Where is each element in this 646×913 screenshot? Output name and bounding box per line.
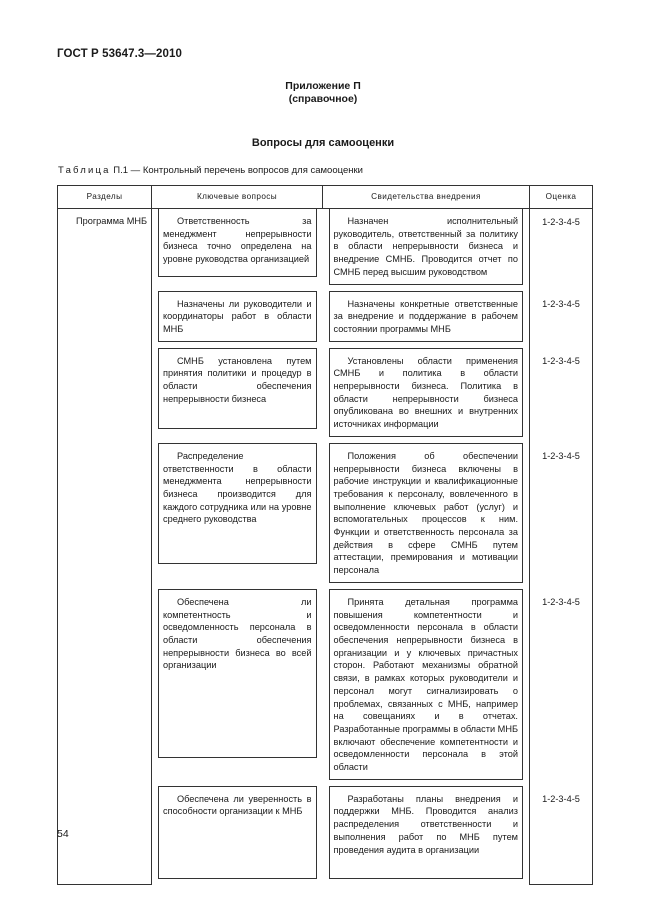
table-caption (58, 165, 363, 176)
question-text: Обеспечена ли компетентность и осведомленность персонала в области обеспечения непрерывности бизнеса во всей организации (158, 589, 317, 758)
evidence-text: Положения об обеспечении непрерывности бизнеса включены в рабочие инструкции и квалификационные требования к персоналу, вовлеченного в выполнение ключевых работ (услуг) и вспомогательных процессов к ним. Функции и ответственность персонала за действия в сфере СМНБ путем аттестации, премирования и мотивации персонала (329, 443, 524, 583)
score-cell: 1-2-3-4-5 (530, 342, 593, 437)
evidence-cell (323, 583, 530, 780)
table-caption-text: П.1 — Контрольный перечень вопросов для самооценки (113, 165, 363, 176)
table-header-row (58, 186, 593, 209)
evidence-text: Назначены конкретные ответственные за внедрение и поддержание в рабочем состоянии программы МНБ (329, 291, 524, 342)
appendix-subtitle: (справочное) (288, 93, 358, 105)
question-text: Распределение ответственности в области менеджмента непрерывности бизнеса производится для каждого сотрудника или на уровне среднего руководства (158, 443, 317, 564)
evidence-cell (323, 437, 530, 583)
question-text: СМНБ установлена путем принятия политики и процедур в области обеспечения непрерывности бизнеса (158, 348, 317, 429)
evidence-cell (323, 285, 530, 342)
question-cell (152, 342, 323, 437)
section-cell (58, 209, 152, 885)
page-number: 54 (57, 828, 69, 840)
column-header-evidence: Свидетельства внедрения (323, 186, 530, 209)
appendix-heading (0, 80, 646, 106)
score-cell: 1-2-3-4-5 (530, 583, 593, 780)
evidence-text: Разработаны планы внедрения и поддержки МНБ. Проводится анализ распределения ответственности и выполнения работ по МНБ путем проведения аудита в организации (329, 786, 524, 879)
evidence-text: Принята детальная программа повышения компетентности и осведомленности персонала в области обеспечения непрерывности бизнеса в организации и у ключевых причастных сторон. Работают механизмы обратной связи, в рамках которых руководители и персонал могут сигнализировать о проблемах, связанных с МНБ, например на совещаниях и в отчетах. Разработанные программы в области МНБ включают обеспечение компетентности и осведомленности персонала в этой области (329, 589, 524, 780)
evidence-cell (323, 780, 530, 885)
question-text: Назначены ли руководители и координаторы работ в области МНБ (158, 291, 317, 342)
section-title: Вопросы для самооценки (251, 137, 395, 149)
evidence-text: Установлены области применения СМНБ и политика в области непрерывности бизнеса. Политика в области непрерывности бизнеса опубликована во внешних и внутренних источниках информации (329, 348, 524, 437)
question-text: Ответственность за менеджмент непрерывности бизнеса точно определена на уровне руководства организацией (158, 209, 317, 277)
question-text: Обеспечена ли уверенность в способности организации к МНБ (158, 786, 317, 879)
table-row (58, 209, 593, 285)
question-cell (152, 209, 323, 285)
column-header-sections: Разделы (58, 186, 152, 209)
evidence-cell (323, 342, 530, 437)
question-cell (152, 780, 323, 885)
score-cell: 1-2-3-4-5 (530, 209, 593, 285)
question-cell (152, 437, 323, 583)
evidence-cell (323, 209, 530, 285)
table-caption-prefix: Таблица (58, 165, 111, 176)
column-header-score: Оценка (530, 186, 593, 209)
standard-code: ГОСТ Р 53647.3—2010 (57, 48, 182, 60)
question-cell (152, 583, 323, 780)
evidence-text: Назначен исполнительный руководитель, ответственный за политику в области непрерывности бизнеса и внедрение СМНБ. Проводится отчет по СМНБ перед высшим руководством (329, 209, 524, 285)
self-assessment-table (57, 185, 593, 885)
score-cell: 1-2-3-4-5 (530, 780, 593, 885)
section-label: Программа МНБ (76, 216, 148, 226)
score-cell: 1-2-3-4-5 (530, 285, 593, 342)
appendix-title: Приложение П (285, 80, 361, 92)
question-cell (152, 285, 323, 342)
score-cell: 1-2-3-4-5 (530, 437, 593, 583)
column-header-questions: Ключевые вопросы (152, 186, 323, 209)
